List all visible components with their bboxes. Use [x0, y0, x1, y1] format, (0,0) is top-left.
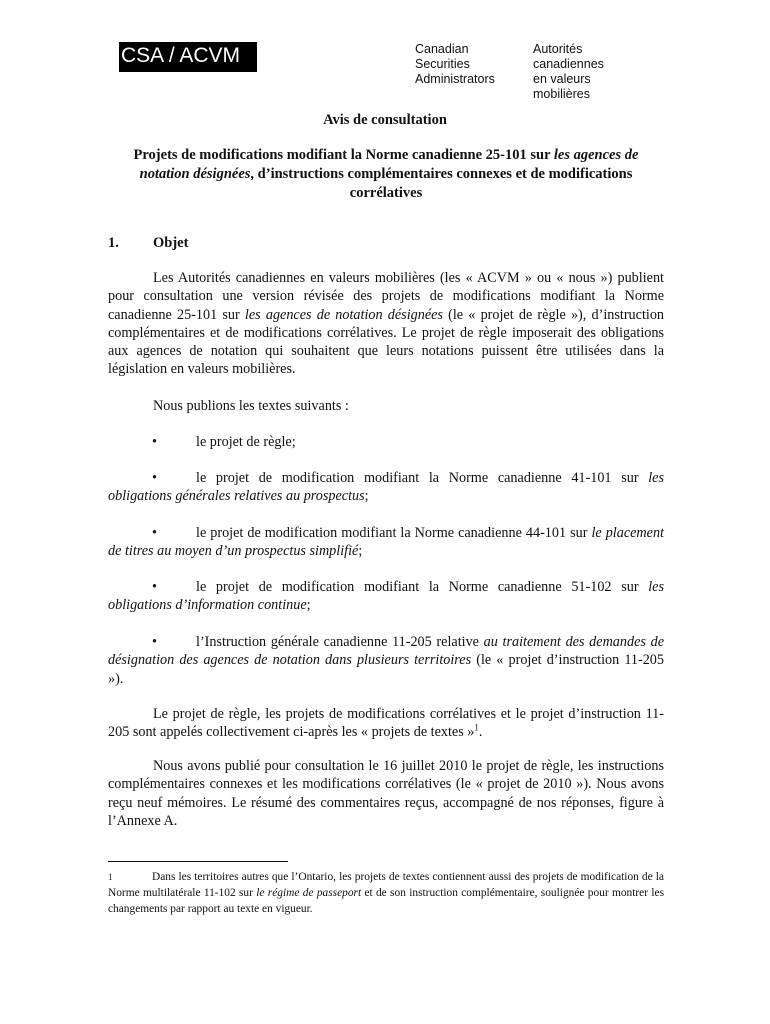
footnote-number: 1 — [108, 872, 113, 882]
org-name-french — [533, 42, 604, 102]
org-line: canadiennes — [533, 57, 604, 71]
org-line: Canadian — [415, 42, 469, 56]
paragraph-text: (le « projet de règle »), d’instruction complémentaires et de modifications corrélatives. Le projet de règle imposerait des obligations aux agences de notation qui souhaitent que leurs notations puissent être utilisées dans la législation en valeurs mobilières. — [108, 306, 665, 378]
bullet-icon: • — [152, 634, 157, 650]
list-item-text: le projet de modification modifiant la Norme canadienne 41-101 sur — [196, 470, 649, 486]
org-name-english — [415, 42, 495, 87]
section-heading — [108, 235, 188, 252]
footnote — [108, 869, 664, 917]
list-item-text: (le « projet d’instruction 11-205 »). — [108, 652, 664, 687]
list-item-text: le projet de règle; — [196, 434, 296, 450]
list-item-italic: les obligations générales relatives au prospectus — [108, 470, 664, 505]
section-title: Objet — [153, 235, 189, 251]
list-item-text: le projet de modification modifiant la Norme canadienne 51-102 sur — [196, 579, 649, 595]
paragraph-italic: les agences de notation désignées — [244, 306, 443, 323]
subtitle-text: , d’instructions complémentaires connexes et de modifications corrélatives — [250, 166, 633, 201]
intro-paragraph — [108, 269, 664, 379]
org-line: en valeurs — [533, 72, 591, 86]
consultation-2010-paragraph: Nous avons publié pour consultation le 16 juillet 2010 le projet de règle, les instructions complémentaires connexes et les modifications corrélatives (le « projet de 2010 »). Nous avons reçu neuf mémoires. Le résumé des commentaires reçus, accompagné de nos réponses, figure à l’Annexe A. — [108, 758, 664, 829]
subtitle-text: Projets de modifications modifiant la Norme canadienne 25-101 sur — [133, 147, 554, 163]
list-item-text: ; — [364, 488, 369, 505]
list-item — [108, 524, 664, 561]
bullet-icon: • — [152, 434, 157, 450]
paragraph-text: Le projet de règle, les projets de modifications corrélatives et le projet d’instruction 11-205 sont appelés collectivement ci-après les « projets de textes » — [108, 706, 664, 741]
list-item-text: l’Instruction générale canadienne 11-205 relative — [196, 634, 484, 650]
bullet-icon: • — [152, 470, 157, 486]
list-item — [108, 433, 664, 451]
subtitle-italic: les agences de notation désignées — [139, 147, 639, 182]
footnote-divider — [108, 861, 288, 862]
collective-paragraph — [108, 705, 664, 742]
section-number: 1. — [108, 235, 119, 251]
org-line: Administrators — [415, 72, 495, 86]
paragraph-text: . — [478, 724, 483, 741]
bullet-icon: • — [152, 579, 157, 595]
document-subtitle — [108, 146, 664, 203]
footnote-text: et de son instruction complémentaire, soulignée pour montrer les changements par rapport au texte en vigueur. — [108, 887, 664, 915]
csa-acvm-logo: CSA / ACVM — [119, 42, 257, 72]
list-item-text: ; — [358, 543, 363, 560]
list-item — [108, 578, 664, 615]
document-title: Avis de consultation — [323, 112, 447, 128]
org-line: mobilières — [533, 87, 590, 101]
bullet-icon: • — [152, 525, 157, 541]
list-item-text: le projet de modification modifiant la Norme canadienne 44-101 sur — [196, 525, 592, 541]
footnote-text: Dans les territoires autres que l’Ontario, les projets de textes contiennent aussi des projets de modification de la Norme multilatérale 11-102 sur — [108, 871, 664, 899]
org-line: Securities — [415, 57, 470, 71]
list-item-italic: les obligations d’information continue — [108, 579, 664, 614]
paragraph-text: Les Autorités canadiennes en valeurs mobilières (les « ACVM » ou « nous ») publient pour consultation une version révisée des projets de modifications modifiant la Norme canadienne 25-101 sur — [108, 270, 664, 323]
footnote-ref[interactable]: 1 — [474, 722, 479, 733]
list-item-italic: le placement de titres au moyen d’un prospectus simplifié — [108, 525, 665, 560]
org-line: Autorités — [533, 42, 583, 56]
footnote-italic: le régime de passeport — [256, 887, 362, 899]
list-item — [108, 633, 664, 688]
list-intro: Nous publions les textes suivants : — [153, 398, 349, 414]
list-item-italic: au traitement des demandes de désignation des agences de notation dans plusieurs territoires — [108, 634, 664, 669]
list-item — [108, 469, 664, 506]
list-item-text: ; — [306, 597, 311, 614]
